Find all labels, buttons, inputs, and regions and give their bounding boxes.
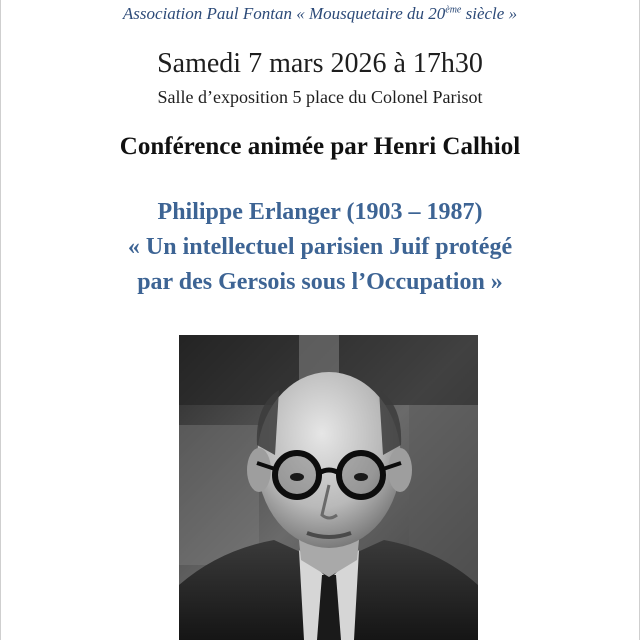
topic-block [1, 195, 639, 300]
association-line [1, 4, 639, 24]
association-suffix: siècle » [461, 4, 518, 23]
portrait-photo [179, 335, 478, 640]
event-venue: Salle d’exposition 5 place du Colonel Parisot [157, 87, 483, 107]
association-superscript: ème [445, 4, 462, 16]
topic-line-1: Philippe Erlanger (1903 – 1987) [157, 199, 483, 225]
topic-line-3: par des Gersois sous l’Occupation » [137, 269, 503, 295]
association-prefix: Association Paul Fontan « Mousquetaire du 20 [122, 4, 446, 23]
topic-line-2: « Un intellectuel parisien Juif protégé [127, 234, 513, 260]
event-date-time: Samedi 7 mars 2026 à 17h30 [157, 48, 483, 79]
conference-title: Conférence animée par Henri Calhiol [119, 133, 521, 160]
